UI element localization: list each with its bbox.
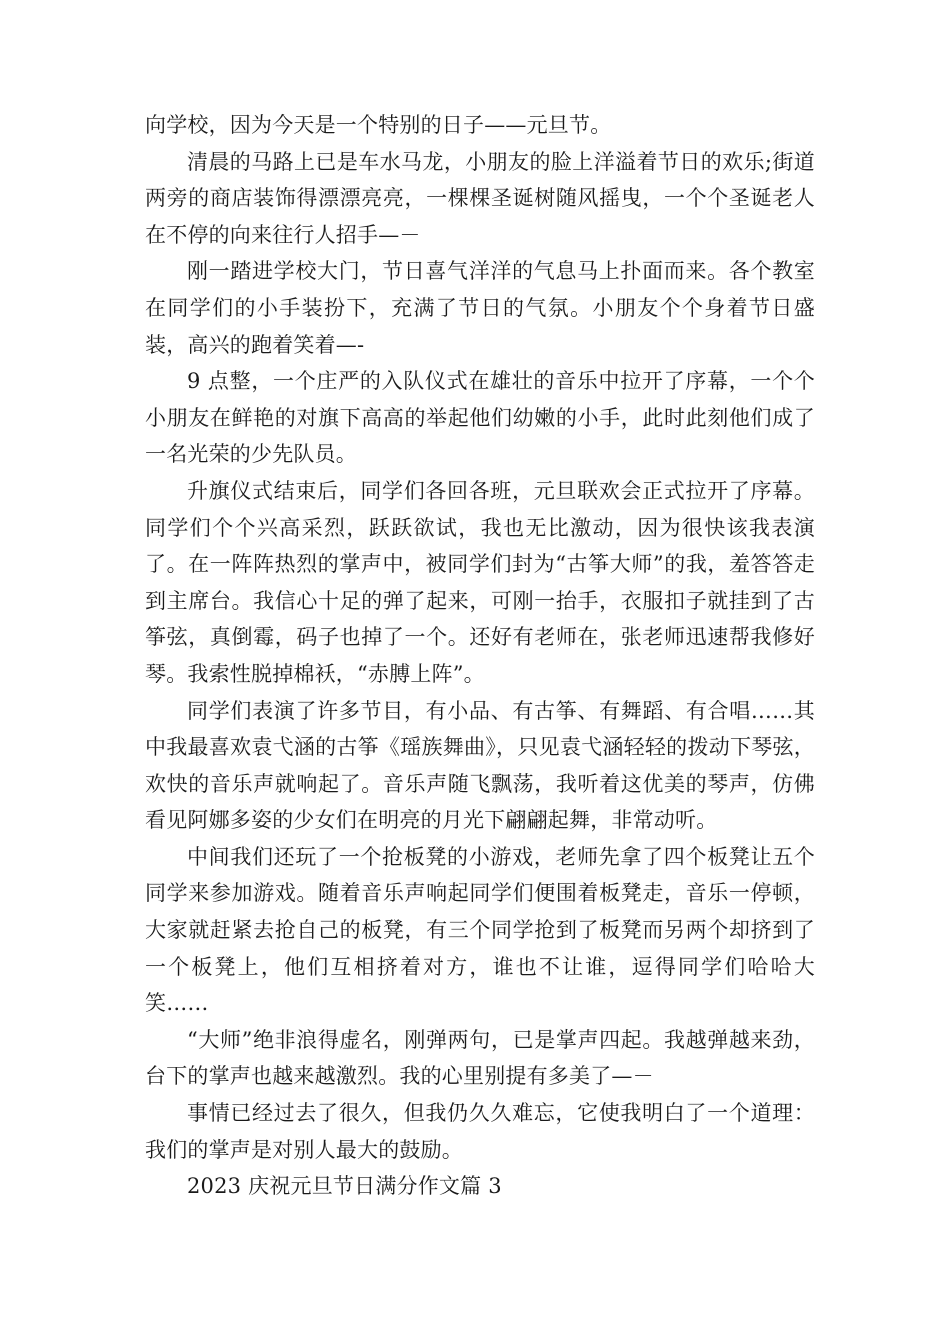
paragraph-5: 升旗仪式结束后，同学们各回各班，元旦联欢会正式拉开了序幕。同学们个个兴高采烈，跃跃欲试，我也无比激动，因为很快该我表演了。在一阵阵热烈的掌声中，被同学们封为“古筝大师”的我，羞答答走到主席台。我信心十足的弹了起来，可刚一抬手，衣服扣子就挂到了古筝弦，真倒霉，码子也掉了一个。还好有老师在，张老师迅速帮我修好琴。我索性脱掉棉袄，“赤膊上阵”。 <box>145 478 815 686</box>
paragraph-9: 事情已经过去了很久，但我仍久久难忘，它使我明白了一个道理：我们的掌声是对别人最大的鼓励。 <box>145 1101 815 1162</box>
paragraph-4: 9 点整，一个庄严的入队仪式在雄壮的音乐中拉开了序幕，一个个小朋友在鲜艳的对旗下高高的举起他们幼嫩的小手，此时此刻他们成了一名光荣的少先队员。 <box>145 369 815 467</box>
paragraph-7: 中间我们还玩了一个抢板凳的小游戏，老师先拿了四个板凳让五个同学来参加游戏。随着音乐声响起同学们便围着板凳走，音乐一停顿，大家就赶紧去抢自己的板凳，有三个同学抢到了板凳而另两个却挤到了一个板凳上，他们互相挤着对方，谁也不让谁，逗得同学们哈哈大笑…… <box>145 844 815 1016</box>
paragraph-1: 向学校，因为今天是一个特别的日子——元旦节。 <box>145 113 612 137</box>
paragraph-6: 同学们表演了许多节目，有小品、有古筝、有舞蹈、有合唱……其中我最喜欢袁弋涵的古筝《瑶族舞曲》，只见袁弋涵轻轻的拨动下琴弦，欢快的音乐声就响起了。音乐声随飞飘荡，我听着这优美的琴声，仿佛看见阿娜多姿的少女们在明亮的月光下翩翩起舞，非常动听。 <box>145 698 815 833</box>
paragraph-2: 清晨的马路上已是车水马龙，小朋友的脸上洋溢着节日的欢乐;街道两旁的商店装饰得漂漂亮亮，一棵棵圣诞树随风摇曳，一个个圣诞老人在不停的向来往行人招手—－ <box>145 149 815 247</box>
section-heading: 2023 庆祝元旦节日满分作文篇 3 <box>187 1174 502 1199</box>
document-body <box>145 107 815 1205</box>
paragraph-3: 刚一踏进学校大门，节日喜气洋洋的气息马上扑面而来。各个教室在同学们的小手装扮下，充满了节日的气氛。小朋友个个身着节日盛装，高兴的跑着笑着—- <box>145 259 815 357</box>
paragraph-8: “大师”绝非浪得虚名，刚弹两句，已是掌声四起。我越弹越来劲，台下的掌声也越来越激烈。我的心里别提有多美了—－ <box>145 1027 815 1089</box>
